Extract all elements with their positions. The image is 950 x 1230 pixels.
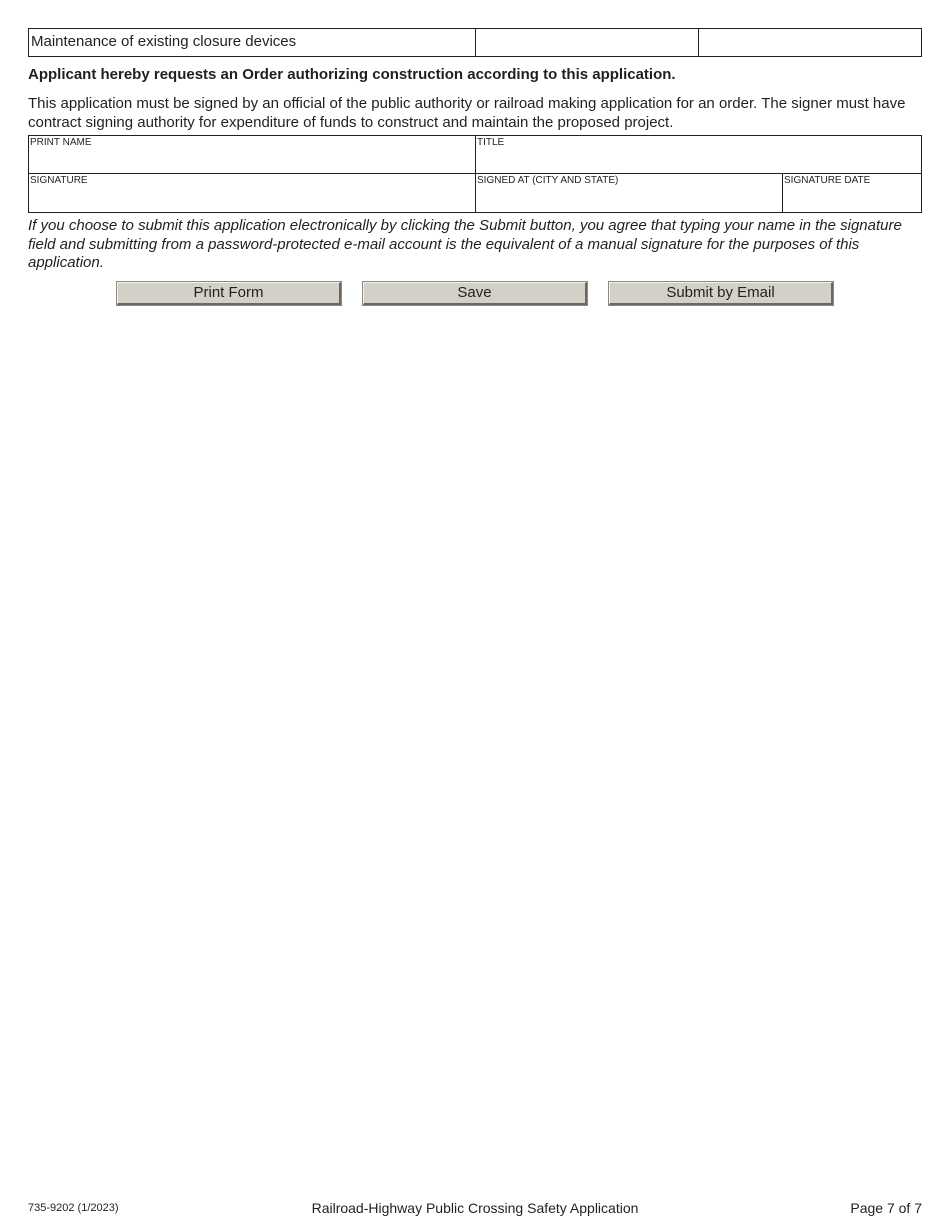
maintenance-col3-field[interactable] <box>699 29 921 56</box>
maintenance-row-table <box>28 28 922 57</box>
signed-at-field[interactable] <box>476 174 783 212</box>
signature-label: SIGNATURE <box>30 175 88 186</box>
signing-instructions: This application must be signed by an official of the public authority or railroad making application for an order. The signer must have contract signing authority for expenditure of funds to construct and maintain the proposed project. <box>28 95 906 131</box>
print-name-label: PRINT NAME <box>30 137 92 148</box>
page-number: Page 7 of 7 <box>850 1200 922 1216</box>
print-name-field[interactable] <box>29 136 476 173</box>
maintenance-row-label: Maintenance of existing closure devices <box>29 29 476 56</box>
form-code: 735-9202 (1/2023) <box>28 1202 119 1214</box>
request-statement: Applicant hereby requests an Order authorizing construction according to this application. <box>28 66 676 83</box>
print-form-button[interactable]: Print Form <box>117 282 341 305</box>
title-label: TITLE <box>477 137 505 148</box>
signed-at-label: SIGNED AT (CITY AND STATE) <box>477 175 619 186</box>
submit-by-email-button[interactable]: Submit by Email <box>609 282 833 305</box>
save-button[interactable]: Save <box>363 282 587 305</box>
signature-field[interactable] <box>29 174 476 212</box>
title-field[interactable] <box>476 136 921 173</box>
signature-date-label: SIGNATURE DATE <box>784 175 871 186</box>
electronic-signature-note: If you choose to submit this application electronically by clicking the Submit button, you agree that typing your name in the signature field and submitting from a password-protected e-mail account is the equivalent of a manual signature for the purposes of this application. <box>28 217 902 271</box>
signature-date-field[interactable] <box>783 174 921 212</box>
signature-block <box>28 135 922 213</box>
form-title: Railroad-Highway Public Crossing Safety Application <box>311 1200 639 1216</box>
maintenance-col2-field[interactable] <box>476 29 699 56</box>
